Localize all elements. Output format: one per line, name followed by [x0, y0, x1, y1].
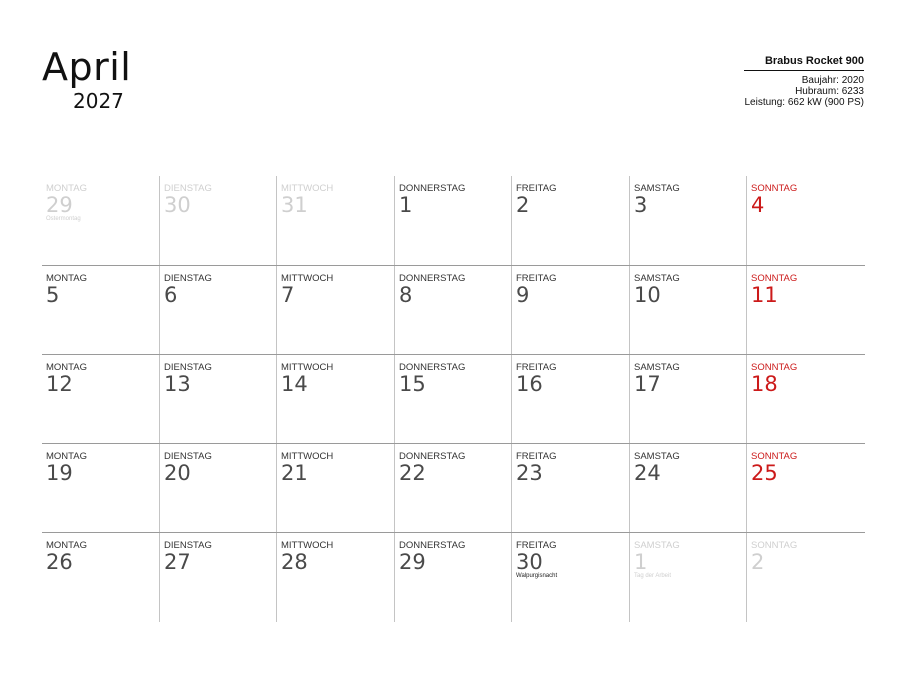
day-number: 29 — [46, 193, 73, 217]
day-of-week-label: FREITAG — [516, 183, 557, 194]
day-of-week-label: DONNERSTAG — [399, 540, 466, 551]
day-cell[interactable] — [512, 444, 630, 533]
day-number: 10 — [634, 283, 661, 307]
day-cell[interactable] — [42, 266, 160, 355]
day-cell[interactable] — [395, 266, 512, 355]
day-cell[interactable] — [747, 533, 865, 622]
day-of-week-label: FREITAG — [516, 362, 557, 373]
day-cell[interactable] — [160, 266, 277, 355]
month-title: April — [42, 45, 132, 89]
day-number: 30 — [516, 550, 543, 574]
day-of-week-label: SAMSTAG — [634, 273, 680, 284]
day-of-week-label: DIENSTAG — [164, 540, 212, 551]
day-of-week-label: SONNTAG — [751, 540, 798, 551]
day-cell[interactable] — [630, 533, 747, 622]
week-row — [42, 265, 865, 355]
day-number: 28 — [281, 550, 308, 574]
day-cell[interactable] — [395, 533, 512, 622]
day-of-week-label: MONTAG — [46, 451, 87, 462]
day-of-week-label: FREITAG — [516, 273, 557, 284]
day-of-week-label: MITTWOCH — [281, 183, 334, 194]
day-of-week-label: DIENSTAG — [164, 273, 212, 284]
day-number: 2 — [751, 550, 765, 574]
day-of-week-label: SONNTAG — [751, 183, 798, 194]
day-cell[interactable] — [277, 355, 395, 444]
day-cell[interactable] — [42, 533, 160, 622]
day-number: 21 — [281, 461, 308, 485]
day-of-week-label: FREITAG — [516, 540, 557, 551]
day-of-week-label: SAMSTAG — [634, 451, 680, 462]
day-cell[interactable] — [277, 266, 395, 355]
day-number: 6 — [164, 283, 178, 307]
day-of-week-label: MONTAG — [46, 273, 87, 284]
holiday-label: Tag der Arbeit — [634, 573, 672, 579]
day-number: 1 — [399, 193, 413, 217]
day-of-week-label: MITTWOCH — [281, 451, 334, 462]
day-of-week-label: DONNERSTAG — [399, 183, 466, 194]
day-number: 15 — [399, 372, 426, 396]
day-number: 7 — [281, 283, 295, 307]
day-number: 5 — [46, 283, 60, 307]
week-row — [42, 354, 865, 444]
holiday-label: Walpurgisnacht — [516, 573, 558, 579]
day-number: 2 — [516, 193, 530, 217]
day-number: 29 — [399, 550, 426, 574]
car-leistung: Leistung: 662 kW (900 PS) — [744, 97, 864, 108]
day-of-week-label: SAMSTAG — [634, 362, 680, 373]
day-cell[interactable] — [277, 533, 395, 622]
day-of-week-label: MONTAG — [46, 540, 87, 551]
car-name: Brabus Rocket 900 — [744, 55, 864, 71]
day-of-week-label: MITTWOCH — [281, 362, 334, 373]
week-row — [42, 443, 865, 533]
day-cell[interactable] — [747, 355, 865, 444]
day-cell[interactable] — [160, 176, 277, 265]
week-row — [42, 176, 865, 265]
car-hubraum: Hubraum: 6233 — [795, 86, 864, 97]
day-of-week-label: SONNTAG — [751, 273, 798, 284]
day-cell[interactable] — [630, 444, 747, 533]
day-cell[interactable] — [160, 355, 277, 444]
day-number: 18 — [751, 372, 778, 396]
day-number: 20 — [164, 461, 191, 485]
day-number: 16 — [516, 372, 543, 396]
day-number: 12 — [46, 372, 73, 396]
day-cell[interactable] — [747, 444, 865, 533]
car-info — [744, 55, 864, 108]
day-number: 27 — [164, 550, 191, 574]
day-cell[interactable] — [277, 444, 395, 533]
day-cell[interactable] — [512, 533, 630, 622]
day-number: 26 — [46, 550, 73, 574]
day-cell[interactable] — [42, 444, 160, 533]
day-number: 19 — [46, 461, 73, 485]
holiday-label: Ostermontag — [46, 216, 81, 222]
day-number: 4 — [751, 193, 765, 217]
day-cell[interactable] — [160, 444, 277, 533]
day-cell[interactable] — [630, 355, 747, 444]
car-baujahr: Baujahr: 2020 — [801, 75, 864, 86]
day-cell[interactable] — [512, 355, 630, 444]
day-of-week-label: SONNTAG — [751, 362, 798, 373]
day-number: 23 — [516, 461, 543, 485]
day-cell[interactable] — [277, 176, 395, 265]
day-cell[interactable] — [395, 176, 512, 265]
day-number: 17 — [634, 372, 661, 396]
day-cell[interactable] — [395, 444, 512, 533]
day-number: 9 — [516, 283, 530, 307]
day-number: 22 — [399, 461, 426, 485]
day-number: 24 — [634, 461, 661, 485]
day-number: 3 — [634, 193, 648, 217]
day-of-week-label: DONNERSTAG — [399, 451, 466, 462]
day-number: 30 — [164, 193, 191, 217]
day-cell[interactable] — [747, 176, 865, 265]
day-cell[interactable] — [630, 176, 747, 265]
week-row — [42, 532, 865, 622]
day-of-week-label: DONNERSTAG — [399, 273, 466, 284]
day-of-week-label: MITTWOCH — [281, 273, 334, 284]
calendar-grid — [42, 176, 865, 622]
day-of-week-label: DIENSTAG — [164, 362, 212, 373]
day-of-week-label: FREITAG — [516, 451, 557, 462]
day-number: 13 — [164, 372, 191, 396]
day-number: 31 — [281, 193, 308, 217]
day-cell[interactable] — [395, 355, 512, 444]
day-number: 11 — [751, 283, 778, 307]
day-cell[interactable] — [630, 266, 747, 355]
day-of-week-label: DONNERSTAG — [399, 362, 466, 373]
day-of-week-label: MITTWOCH — [281, 540, 334, 551]
day-number: 8 — [399, 283, 413, 307]
day-of-week-label: DIENSTAG — [164, 183, 212, 194]
day-cell[interactable] — [160, 533, 277, 622]
day-of-week-label: MONTAG — [46, 183, 87, 194]
day-number: 1 — [634, 550, 648, 574]
year-title: 2027 — [73, 89, 124, 113]
day-of-week-label: SAMSTAG — [634, 540, 680, 551]
day-cell[interactable] — [747, 266, 865, 355]
day-of-week-label: MONTAG — [46, 362, 87, 373]
day-cell[interactable] — [512, 176, 630, 265]
day-cell[interactable] — [42, 176, 160, 265]
day-number: 25 — [751, 461, 778, 485]
day-of-week-label: SAMSTAG — [634, 183, 680, 194]
day-number: 14 — [281, 372, 308, 396]
day-cell[interactable] — [512, 266, 630, 355]
day-of-week-label: SONNTAG — [751, 451, 798, 462]
day-of-week-label: DIENSTAG — [164, 451, 212, 462]
day-cell[interactable] — [42, 355, 160, 444]
